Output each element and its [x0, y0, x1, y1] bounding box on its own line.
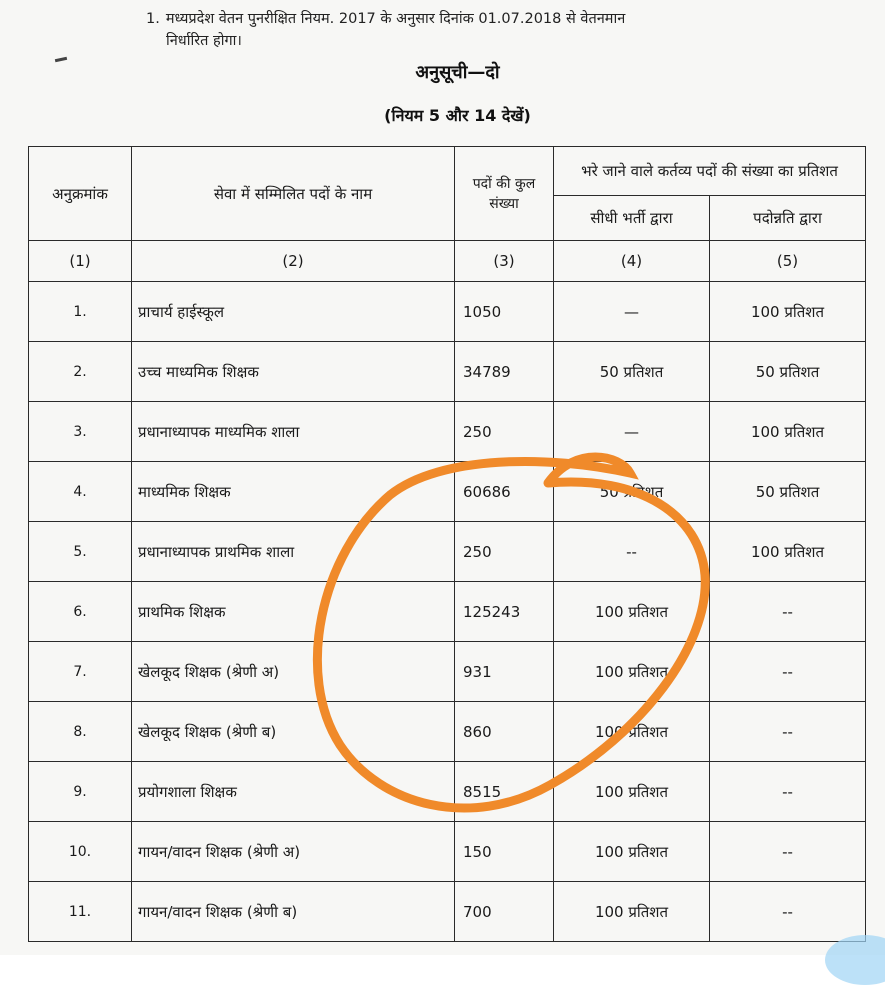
- table-row: [29, 342, 866, 402]
- table-row: [29, 582, 866, 642]
- schedule-table: [28, 146, 866, 942]
- note-number: 1.: [146, 11, 160, 27]
- schedule-subtitle: (नियम 5 और 14 देखें): [384, 106, 531, 125]
- count-cell: 8515: [455, 762, 554, 822]
- post-name-cell: प्राथमिक शिक्षक: [132, 582, 455, 642]
- column-number: (4): [554, 241, 710, 282]
- serial-cell: 9.: [29, 762, 132, 822]
- post-name-cell: प्रधानाध्यापक प्राथमिक शाला: [132, 522, 455, 582]
- count-cell: 1050: [455, 282, 554, 342]
- direct-cell: --: [554, 522, 710, 582]
- direct-cell: 100 प्रतिशत: [554, 762, 710, 822]
- promotion-cell: 50 प्रतिशत: [710, 462, 866, 522]
- table-row: [29, 702, 866, 762]
- header-total-posts: पदों की कुल संख्या: [455, 147, 554, 241]
- table-row: [29, 282, 866, 342]
- promotion-cell: --: [710, 882, 866, 942]
- table-row: [29, 642, 866, 702]
- header-percentage-group: भरे जाने वाले कर्तव्य पदों की संख्या का प्रतिशत: [554, 147, 866, 196]
- promotion-cell: 100 प्रतिशत: [710, 522, 866, 582]
- promotion-cell: --: [710, 702, 866, 762]
- post-name-cell: प्राचार्य हाईस्कूल: [132, 282, 455, 342]
- note-line-2: निर्धारित होगा।: [166, 33, 242, 49]
- post-name-cell: माध्यमिक शिक्षक: [132, 462, 455, 522]
- corner-highlight: [825, 935, 885, 985]
- direct-cell: 100 प्रतिशत: [554, 582, 710, 642]
- header-serial: अनुक्रमांक: [29, 147, 132, 241]
- count-cell: 60686: [455, 462, 554, 522]
- count-cell: 860: [455, 702, 554, 762]
- header-post-names: सेवा में सम्मिलित पदों के नाम: [132, 147, 455, 241]
- serial-cell: 6.: [29, 582, 132, 642]
- direct-cell: 100 प्रतिशत: [554, 882, 710, 942]
- table-row: [29, 762, 866, 822]
- promotion-cell: 100 प्रतिशत: [710, 282, 866, 342]
- rule-note: [146, 8, 846, 52]
- count-cell: 150: [455, 822, 554, 882]
- header-direct-recruitment: सीधी भर्ती द्वारा: [554, 196, 710, 241]
- post-name-cell: उच्च माध्यमिक शिक्षक: [132, 342, 455, 402]
- serial-cell: 3.: [29, 402, 132, 462]
- direct-cell: 50 प्रतिशत: [554, 342, 710, 402]
- count-cell: 125243: [455, 582, 554, 642]
- promotion-cell: --: [710, 642, 866, 702]
- column-number-row: [29, 241, 866, 282]
- direct-cell: —: [554, 282, 710, 342]
- count-cell: 34789: [455, 342, 554, 402]
- promotion-cell: --: [710, 762, 866, 822]
- serial-cell: 7.: [29, 642, 132, 702]
- table-body: [29, 282, 866, 942]
- column-number: (1): [29, 241, 132, 282]
- post-name-cell: गायन/वादन शिक्षक (श्रेणी अ): [132, 822, 455, 882]
- direct-cell: 100 प्रतिशत: [554, 702, 710, 762]
- schedule-title: अनुसूची—दो: [415, 62, 500, 83]
- post-name-cell: गायन/वादन शिक्षक (श्रेणी ब): [132, 882, 455, 942]
- promotion-cell: 50 प्रतिशत: [710, 342, 866, 402]
- post-name-cell: खेलकूद शिक्षक (श्रेणी अ): [132, 642, 455, 702]
- serial-cell: 11.: [29, 882, 132, 942]
- serial-cell: 8.: [29, 702, 132, 762]
- post-name-cell: प्रधानाध्यापक माध्यमिक शाला: [132, 402, 455, 462]
- count-cell: 931: [455, 642, 554, 702]
- column-number: (2): [132, 241, 455, 282]
- table-row: [29, 462, 866, 522]
- promotion-cell: --: [710, 822, 866, 882]
- table-row: [29, 522, 866, 582]
- note-line-1: मध्यप्रदेश वेतन पुनरीक्षित नियम. 2017 के अनुसार दिनांक 01.07.2018 से वेतनमान: [165, 11, 626, 27]
- direct-cell: 100 प्रतिशत: [554, 822, 710, 882]
- header-promotion: पदोन्नति द्वारा: [710, 196, 866, 241]
- header-row: [29, 147, 866, 196]
- post-name-cell: खेलकूद शिक्षक (श्रेणी ब): [132, 702, 455, 762]
- count-cell: 250: [455, 402, 554, 462]
- column-number: (5): [710, 241, 866, 282]
- direct-cell: 100 प्रतिशत: [554, 642, 710, 702]
- table-row: [29, 882, 866, 942]
- direct-cell: —: [554, 402, 710, 462]
- serial-cell: 5.: [29, 522, 132, 582]
- promotion-cell: 100 प्रतिशत: [710, 402, 866, 462]
- serial-cell: 1.: [29, 282, 132, 342]
- table-row: [29, 822, 866, 882]
- serial-cell: 2.: [29, 342, 132, 402]
- count-cell: 700: [455, 882, 554, 942]
- table-header: [29, 147, 866, 282]
- column-number: (3): [455, 241, 554, 282]
- direct-cell: 50 प्रतिशत: [554, 462, 710, 522]
- count-cell: 250: [455, 522, 554, 582]
- serial-cell: 10.: [29, 822, 132, 882]
- table-row: [29, 402, 866, 462]
- promotion-cell: --: [710, 582, 866, 642]
- post-name-cell: प्रयोगशाला शिक्षक: [132, 762, 455, 822]
- serial-cell: 4.: [29, 462, 132, 522]
